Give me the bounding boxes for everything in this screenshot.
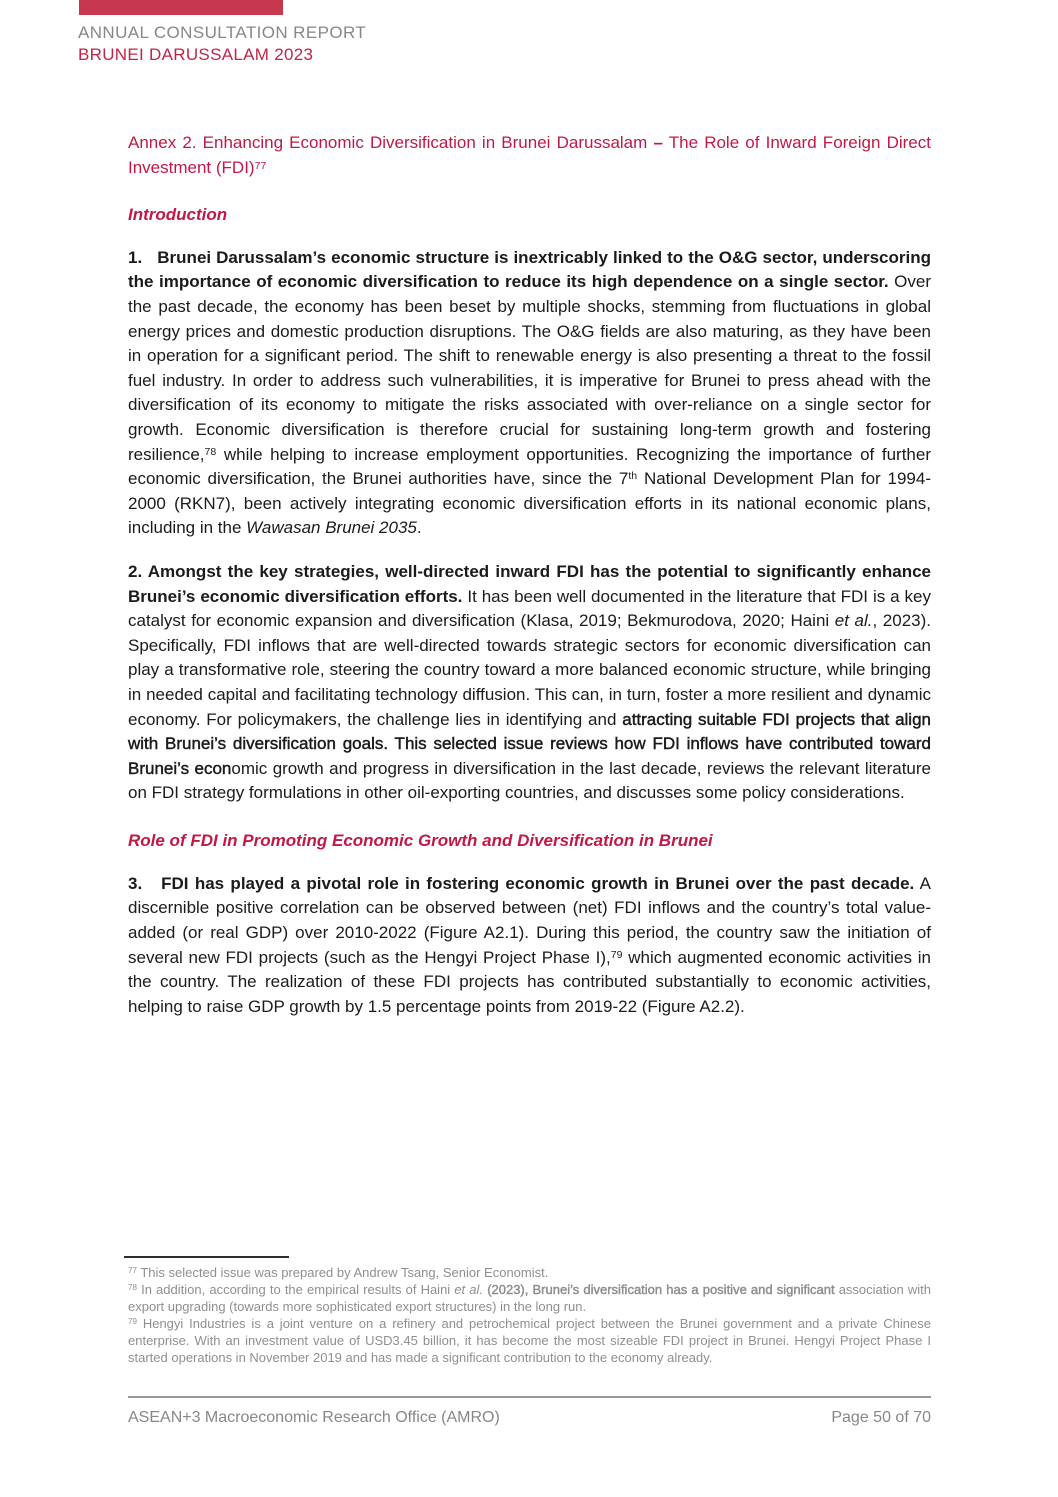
footnotes-block <box>128 1256 931 1366</box>
section-heading-role-of-fdi: Role of FDI in Promoting Economic Growth and Diversification in Brunei <box>128 830 713 850</box>
footer-rule <box>128 1396 931 1398</box>
footnote-separator <box>124 1256 289 1258</box>
paragraph-3: 3. FDI has played a pivotal role in fostering economic growth in Brunei over the past decade. A discernible positive correlation can be observed between (net) FDI inflows and the country’s total value-added (or real GDP) over 2010-2022 (Figure A2.1). During this period, the country saw the initiation of several new FDI projects (such as the Hengyi Project Phase I),$^{79}$ which augmented economic activities in the country. The realization of these FDI projects has contributed substantially to economic activities, helping to raise GDP growth by 1.5 percentage points from 2019-22 (Figure A2.2). <box>128 873 931 1016</box>
report-kicker: ANNUAL CONSULTATION REPORT <box>78 23 367 42</box>
paragraph-1: 1. Brunei Darussalam’s economic structure is inextricably linked to the O&G sector, underscoring the importance of economic diversification to reduce its high dependence on a single sector. Over the past decade, the economy has been beset by multiple shocks, stemming from fluctuations in global energy prices and domestic production disruptions. The O&G fields are also maturing, as they have been in operation for a significant period. The shift to renewable energy is also presenting a threat to the fossil fuel industry. In order to address such vulnerabilities, it is imperative for Brunei to press ahead with the diversification of its economy to mitigate the risks associated with over-reliance on a single sector for growth. Economic diversification is therefore crucial for sustaining long-term growth and fostering resilience,$^{78}$ while helping to increase employment opportunities. Recognizing the importance of further economic diversification, the Brunei authorities have, since the 7th National Development Plan for 1994-2000 (RKN7), been actively integrating economic diversification efforts in its national economic plans, including in the Wawasan Brunei 2035. <box>128 247 931 538</box>
annex-title: Annex 2. Enhancing Economic Diversification in Brunei Darussalam – The Role of Inward Foreign Direct Investment (FDI)$^{77}$ <box>128 133 931 178</box>
footnote-79: $^{79}$ Hengyi Industries is a joint venture on a refinery and petrochemical project between the Brunei government and a private Chinese enterprise. With an investment value of USD3.45 billion, it has become the most sizeable FDI project in Brunei. Hengyi Project Phase I started operations in November 2019 and has made a significant contribution to the economy already. <box>128 1315 931 1365</box>
footer-page-number: Page 50 of 70 <box>831 1409 931 1426</box>
footnote-78: $^{78}$ In addition, according to the empirical results of Haini et al. (2023), Brunei’s diversification has a positive and significant association with export upgrading (towards more sophisticated export structures) in the long run. <box>128 1281 931 1314</box>
footnote-77: $^{77}$ This selected issue was prepared by Andrew Tsang, Senior Economist. <box>128 1265 549 1280</box>
footer-organization: ASEAN+3 Macroeconomic Research Office (AMRO) <box>128 1409 500 1426</box>
brand-bar <box>79 0 283 15</box>
page-footer <box>128 1409 931 1427</box>
section-heading-introduction: Introduction <box>128 204 228 224</box>
paragraph-2: 2. Amongst the key strategies, well-directed inward FDI has the potential to significantly enhance Brunei’s economic diversification efforts. It has been well documented in the literature that FDI is a key catalyst for economic expansion and diversification (Klasa, 2019; Bekmurodova, 2020; Haini et al., 2023). Specifically, FDI inflows that are well-directed towards strategic sectors for economic diversification can play a transformative role, steering the country toward a more balanced economic structure, while bringing in needed capital and facilitating technology diffusion. This can, in turn, foster a more resilient and dynamic economy. For policymakers, the challenge lies in identifying and attracting suitable FDI projects that align with Brunei’s diversification goals. This selected issue reviews how FDI inflows have contributed toward Brunei’s economic growth and progress in diversification in the last decade, reviews the relevant literature on FDI strategy formulations in other oil-exporting countries, and discusses some policy considerations. <box>128 561 932 803</box>
report-title: BRUNEI DARUSSALAM 2023 <box>78 45 314 64</box>
page-content <box>128 130 931 1019</box>
